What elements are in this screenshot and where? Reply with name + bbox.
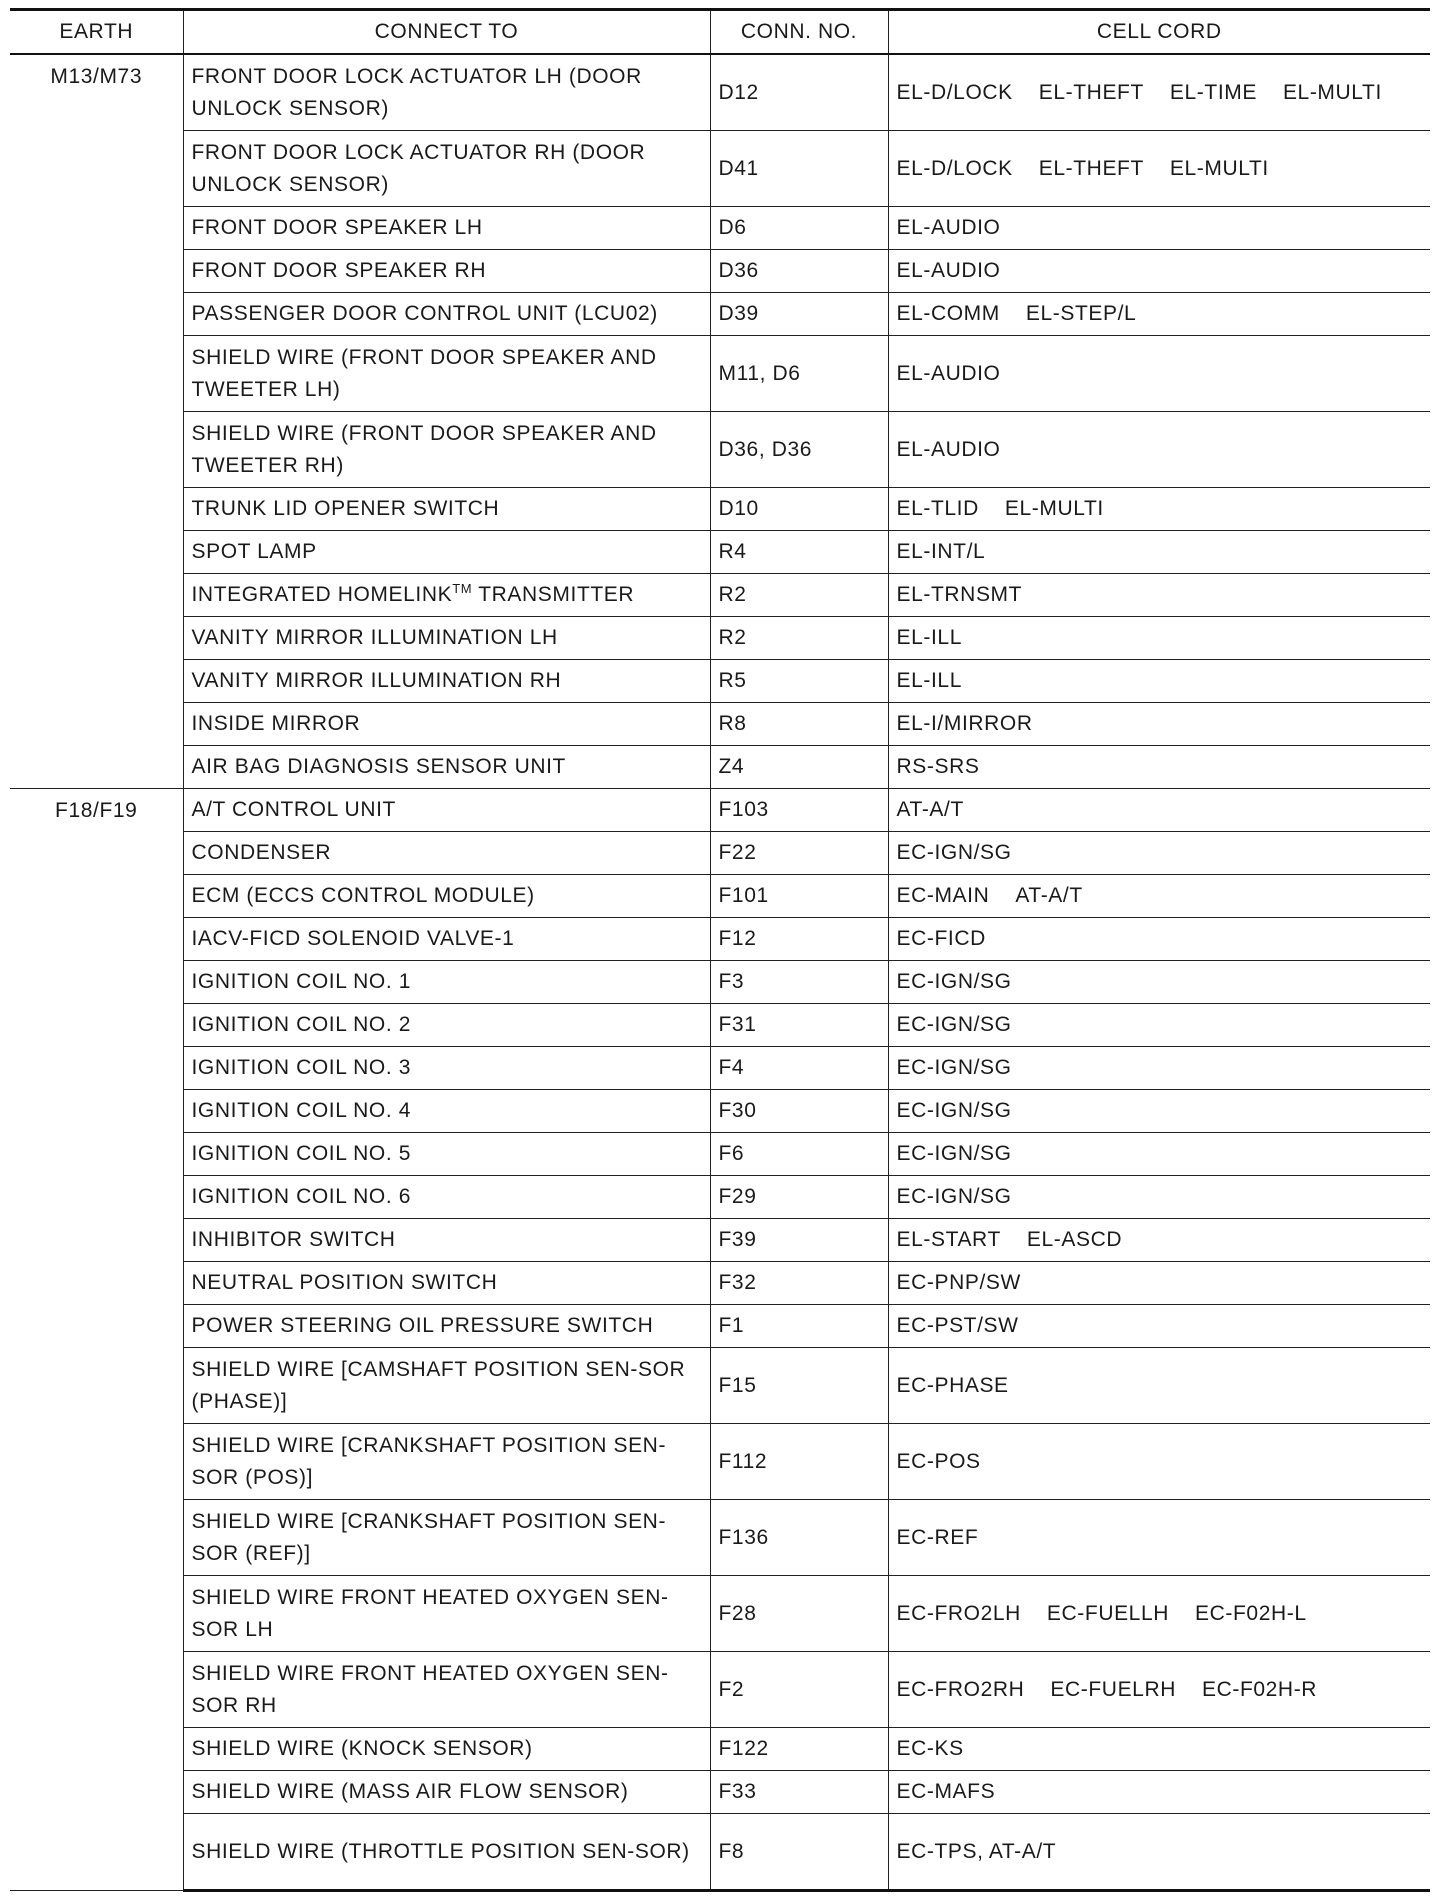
table-row [10,832,1430,875]
connect-to-cell [183,250,710,293]
cell-cord-code: EC-POS [896,1449,981,1473]
cell-cord-code: EC-F02H-R [1201,1677,1318,1701]
cell-cord-cell [888,131,1430,207]
connector-number: F103 [710,789,888,832]
cell-cord-cell [888,660,1430,703]
cell-cord-code: AT-A/T [896,798,964,822]
cell-cord-cell [888,1424,1430,1500]
connect-to-text: SHIELD WIRE (THROTTLE POSITION SEN-SOR) [191,1839,690,1863]
connect-to-cell [183,1500,710,1576]
connector-number: F8 [710,1814,888,1891]
table-row [10,54,1430,131]
cell-cord-code: EC-FRO2RH [896,1677,1025,1701]
connector-number: D10 [710,488,888,531]
cell-cord-code: EC-FUELRH [1050,1677,1176,1701]
cell-cord-cell [888,703,1430,746]
connect-to-text: ECM (ECCS CONTROL MODULE) [191,884,535,908]
connect-to-cell [183,412,710,488]
table-row [10,789,1430,832]
table-row [10,1047,1430,1090]
cell-cord-code: AT-A/T [1015,884,1083,908]
cell-cord-cell [888,1305,1430,1348]
cell-cord-cell [888,1262,1430,1305]
cell-cord-code: EL-MULTI [1169,156,1269,180]
cell-cord-code: EC-F02H-L [1195,1601,1307,1625]
earth-point: M13/M73 [10,54,183,789]
cell-cord-code: EL-I/MIRROR [896,712,1033,736]
cell-cord-cell [888,1500,1430,1576]
table-row [10,1576,1430,1652]
cell-cord-code: EC-IGN/SG [896,1099,1012,1123]
connect-to-text: IGNITION COIL NO. 5 [191,1142,411,1166]
connect-to-text: AIR BAG DIAGNOSIS SENSOR UNIT [191,755,566,779]
table-row [10,574,1430,617]
table-row [10,617,1430,660]
cell-cord-code: EL-ILL [896,626,962,650]
cell-cord-cell [888,1176,1430,1219]
connect-to-text: TRUNK LID OPENER SWITCH [191,497,500,521]
cell-cord-cell [888,961,1430,1004]
cell-cord-code: EL-ILL [896,669,962,693]
connector-number: R2 [710,574,888,617]
connect-to-text: FRONT DOOR LOCK ACTUATOR RH (DOOR UNLOCK SENSOR) [191,141,646,196]
cell-cord-code: EL-TIME [1169,80,1257,104]
cell-cord-cell [888,1728,1430,1771]
cell-cord-cell [888,574,1430,617]
connect-to-text: VANITY MIRROR ILLUMINATION RH [191,669,562,693]
connector-number: R5 [710,660,888,703]
cell-cord-code: EC-IGN/SG [896,841,1012,865]
cell-cord-code: EL-TLID [896,497,979,521]
table-row [10,1305,1430,1348]
connect-to-cell [183,1576,710,1652]
connect-to-text: SHIELD WIRE FRONT HEATED OXYGEN SEN-SOR LH [191,1586,669,1641]
connect-to-cell [183,1728,710,1771]
table-row [10,531,1430,574]
connector-number: F112 [710,1424,888,1500]
connect-to-cell [183,531,710,574]
connect-to-text: SHIELD WIRE (KNOCK SENSOR) [191,1737,533,1761]
cell-cord-code: EL-THEFT [1038,156,1144,180]
table-row [10,1004,1430,1047]
table-row [10,1424,1430,1500]
connect-to-text: VANITY MIRROR ILLUMINATION LH [191,626,558,650]
connect-to-text: IGNITION COIL NO. 6 [191,1185,411,1209]
connect-to-cell [183,1176,710,1219]
connect-to-cell [183,617,710,660]
cell-cord-code: EC-FUELLH [1046,1601,1170,1625]
cell-cord-cell [888,1047,1430,1090]
connect-to-cell [183,1047,710,1090]
connector-number: D12 [710,54,888,131]
connector-number: F39 [710,1219,888,1262]
connect-to-text: NEUTRAL POSITION SWITCH [191,1271,498,1295]
cell-cord-cell [888,1576,1430,1652]
connector-number: D6 [710,207,888,250]
cell-cord-code: EC-IGN/SG [896,1142,1012,1166]
connector-number: R2 [710,617,888,660]
connect-to-text: POWER STEERING OIL PRESSURE SWITCH [191,1314,654,1338]
cell-cord-code: EC-REF [896,1525,979,1549]
table-row [10,1090,1430,1133]
connect-to-text: SPOT LAMP [191,540,317,564]
cell-cord-code: EC-IGN/SG [896,1056,1012,1080]
table-row [10,660,1430,703]
connect-to-text: CONDENSER [191,841,332,865]
cell-cord-cell [888,789,1430,832]
connector-number: F101 [710,875,888,918]
connect-to-cell [183,1004,710,1047]
connector-number: D41 [710,131,888,207]
table-row [10,336,1430,412]
cell-cord-code: EC-FRO2LH [896,1601,1021,1625]
connector-number: F12 [710,918,888,961]
table-row [10,1176,1430,1219]
cell-cord-cell [888,250,1430,293]
connect-to-text: SHIELD WIRE [CRANKSHAFT POSITION SEN-SOR (POS)] [191,1434,667,1489]
cell-cord-code: EC-MAFS [896,1780,996,1804]
cell-cord-code: EC-PHASE [896,1373,1009,1397]
cell-cord-cell [888,1814,1430,1891]
cell-cord-cell [888,746,1430,789]
connect-to-text: INHIBITOR SWITCH [191,1228,396,1252]
connect-to-cell [183,1348,710,1424]
table-row [10,207,1430,250]
cell-cord-cell [888,54,1430,131]
connect-to-cell [183,660,710,703]
cell-cord-code: EL-MULTI [1004,497,1104,521]
cell-cord-cell [888,1219,1430,1262]
cell-cord-code: EC-PNP/SW [896,1271,1021,1295]
connect-to-text: FRONT DOOR SPEAKER LH [191,216,483,240]
connect-to-cell [183,1305,710,1348]
cell-cord-cell [888,1090,1430,1133]
connect-to-cell [183,1133,710,1176]
connector-number: D39 [710,293,888,336]
connector-number: F22 [710,832,888,875]
table-row [10,746,1430,789]
cell-cord-code: EL-MULTI [1282,80,1382,104]
connect-to-cell [183,1090,710,1133]
connector-number: F2 [710,1652,888,1728]
table-row [10,1348,1430,1424]
connect-to-text: SHIELD WIRE (MASS AIR FLOW SENSOR) [191,1780,629,1804]
table-row [10,918,1430,961]
connect-to-text: FRONT DOOR LOCK ACTUATOR LH (DOOR UNLOCK SENSOR) [191,65,642,120]
cell-cord-code: EL-THEFT [1038,80,1144,104]
cell-cord-code: EC-PST/SW [896,1314,1019,1338]
connect-to-text: SHIELD WIRE (FRONT DOOR SPEAKER AND TWEETER LH) [191,346,657,401]
cell-cord-cell [888,918,1430,961]
cell-cord-code: EC-IGN/SG [896,1185,1012,1209]
cell-cord-cell [888,875,1430,918]
connect-to-cell [183,1814,710,1891]
connector-number: F136 [710,1500,888,1576]
connect-to-text: SHIELD WIRE (FRONT DOOR SPEAKER AND TWEETER RH) [191,422,657,477]
cell-cord-cell [888,1004,1430,1047]
cell-cord-cell [888,1771,1430,1814]
table-row [10,1500,1430,1576]
table-row [10,412,1430,488]
connect-to-cell [183,1262,710,1305]
connect-to-cell [183,875,710,918]
cell-cord-cell [888,488,1430,531]
table-row [10,1814,1430,1891]
cell-cord-cell [888,1133,1430,1176]
cell-cord-code: EL-INT/L [896,540,986,564]
connect-to-text: IGNITION COIL NO. 2 [191,1013,411,1037]
connector-number: F1 [710,1305,888,1348]
table-row [10,1652,1430,1728]
connect-to-cell [183,574,710,617]
cell-cord-cell [888,1348,1430,1424]
connect-to-cell [183,293,710,336]
connect-to-cell [183,746,710,789]
earth-connector-table [10,8,1430,1892]
connector-number: D36, D36 [710,412,888,488]
trademark-mark: TM [452,581,473,597]
connector-number: F122 [710,1728,888,1771]
table-row [10,961,1430,1004]
cell-cord-cell [888,1652,1430,1728]
connect-to-text: IGNITION COIL NO. 1 [191,970,411,994]
cell-cord-cell [888,412,1430,488]
cell-cord-code: EL-TRNSMT [896,583,1023,607]
connector-number: D36 [710,250,888,293]
cell-cord-code: EL-AUDIO [896,259,1001,283]
cell-cord-code: EC-IGN/SG [896,970,1012,994]
connector-number: Z4 [710,746,888,789]
connect-to-text: IGNITION COIL NO. 3 [191,1056,411,1080]
table-row [10,293,1430,336]
connect-to-text: SHIELD WIRE [CAMSHAFT POSITION SEN-SOR (PHASE)] [191,1358,686,1413]
cell-cord-code: EL-D/LOCK [896,156,1013,180]
table-row [10,1133,1430,1176]
connect-to-text: IACV-FICD SOLENOID VALVE-1 [191,927,515,951]
cell-cord-code: EL-STEP/L [1025,302,1137,326]
connect-to-cell [183,336,710,412]
connect-to-text: PASSENGER DOOR CONTROL UNIT (LCU02) [191,302,658,326]
cell-cord-code: EL-AUDIO [896,216,1001,240]
connect-to-cell [183,488,710,531]
table-row [10,250,1430,293]
table-header [10,10,1430,55]
connect-to-cell [183,918,710,961]
header-connect-to: CONNECT TO [183,10,710,55]
table-row [10,703,1430,746]
connector-number: F32 [710,1262,888,1305]
cell-cord-cell [888,207,1430,250]
cell-cord-cell [888,832,1430,875]
connect-to-cell [183,703,710,746]
table-row [10,1219,1430,1262]
connector-number: M11, D6 [710,336,888,412]
connect-to-cell [183,1219,710,1262]
cell-cord-code: EL-START [896,1228,1001,1252]
connect-to-cell [183,832,710,875]
cell-cord-code: EL-AUDIO [896,437,1001,461]
connect-to-cell [183,1652,710,1728]
connect-to-text: FRONT DOOR SPEAKER RH [191,259,487,283]
connector-number: F15 [710,1348,888,1424]
connector-number: F4 [710,1047,888,1090]
cell-cord-code: EL-AUDIO [896,361,1001,385]
header-earth: EARTH [10,10,183,55]
connector-number: F3 [710,961,888,1004]
connect-to-cell [183,789,710,832]
connect-to-cell [183,1771,710,1814]
cell-cord-cell [888,617,1430,660]
earth-point: F18/F19 [10,789,183,1891]
table-row [10,1728,1430,1771]
connector-number: F31 [710,1004,888,1047]
connect-to-text: A/T CONTROL UNIT [191,798,396,822]
cell-cord-code: EC-TPS, AT-A/T [896,1839,1057,1863]
connector-number: F29 [710,1176,888,1219]
cell-cord-code: EC-KS [896,1737,964,1761]
connect-to-cell [183,961,710,1004]
table-row [10,875,1430,918]
cell-cord-code: EC-MAIN [896,884,990,908]
connector-number: F30 [710,1090,888,1133]
connect-to-text: INTEGRATED HOMELINK [191,583,453,607]
connector-number: R4 [710,531,888,574]
table-row [10,1262,1430,1305]
cell-cord-cell [888,293,1430,336]
connector-number: F28 [710,1576,888,1652]
connect-to-cell [183,54,710,131]
connect-to-text: IGNITION COIL NO. 4 [191,1099,411,1123]
connect-to-cell [183,207,710,250]
connector-number: F6 [710,1133,888,1176]
connect-to-text: SHIELD WIRE [CRANKSHAFT POSITION SEN-SOR (REF)] [191,1510,667,1565]
table-body [10,54,1430,1891]
connect-to-text: SHIELD WIRE FRONT HEATED OXYGEN SEN-SOR RH [191,1662,669,1717]
cell-cord-code: EL-D/LOCK [896,80,1013,104]
cell-cord-code: RS-SRS [896,755,980,779]
header-row [10,10,1430,55]
connect-to-cell [183,1424,710,1500]
table-row [10,131,1430,207]
header-conn-no: CONN. NO. [710,10,888,55]
cell-cord-cell [888,531,1430,574]
connector-number: F33 [710,1771,888,1814]
cell-cord-code: EC-IGN/SG [896,1013,1012,1037]
cell-cord-code: EC-FICD [896,927,986,951]
cell-cord-code: EL-COMM [896,302,1000,326]
connect-to-text: INSIDE MIRROR [191,712,361,736]
cell-cord-cell [888,336,1430,412]
table-row [10,1771,1430,1814]
cell-cord-code: EL-ASCD [1026,1228,1123,1252]
table-row [10,488,1430,531]
header-cell-cord: CELL CORD [888,10,1430,55]
connect-to-cell [183,131,710,207]
connector-number: R8 [710,703,888,746]
connect-to-text-suffix: TRANSMITTER [472,583,635,607]
